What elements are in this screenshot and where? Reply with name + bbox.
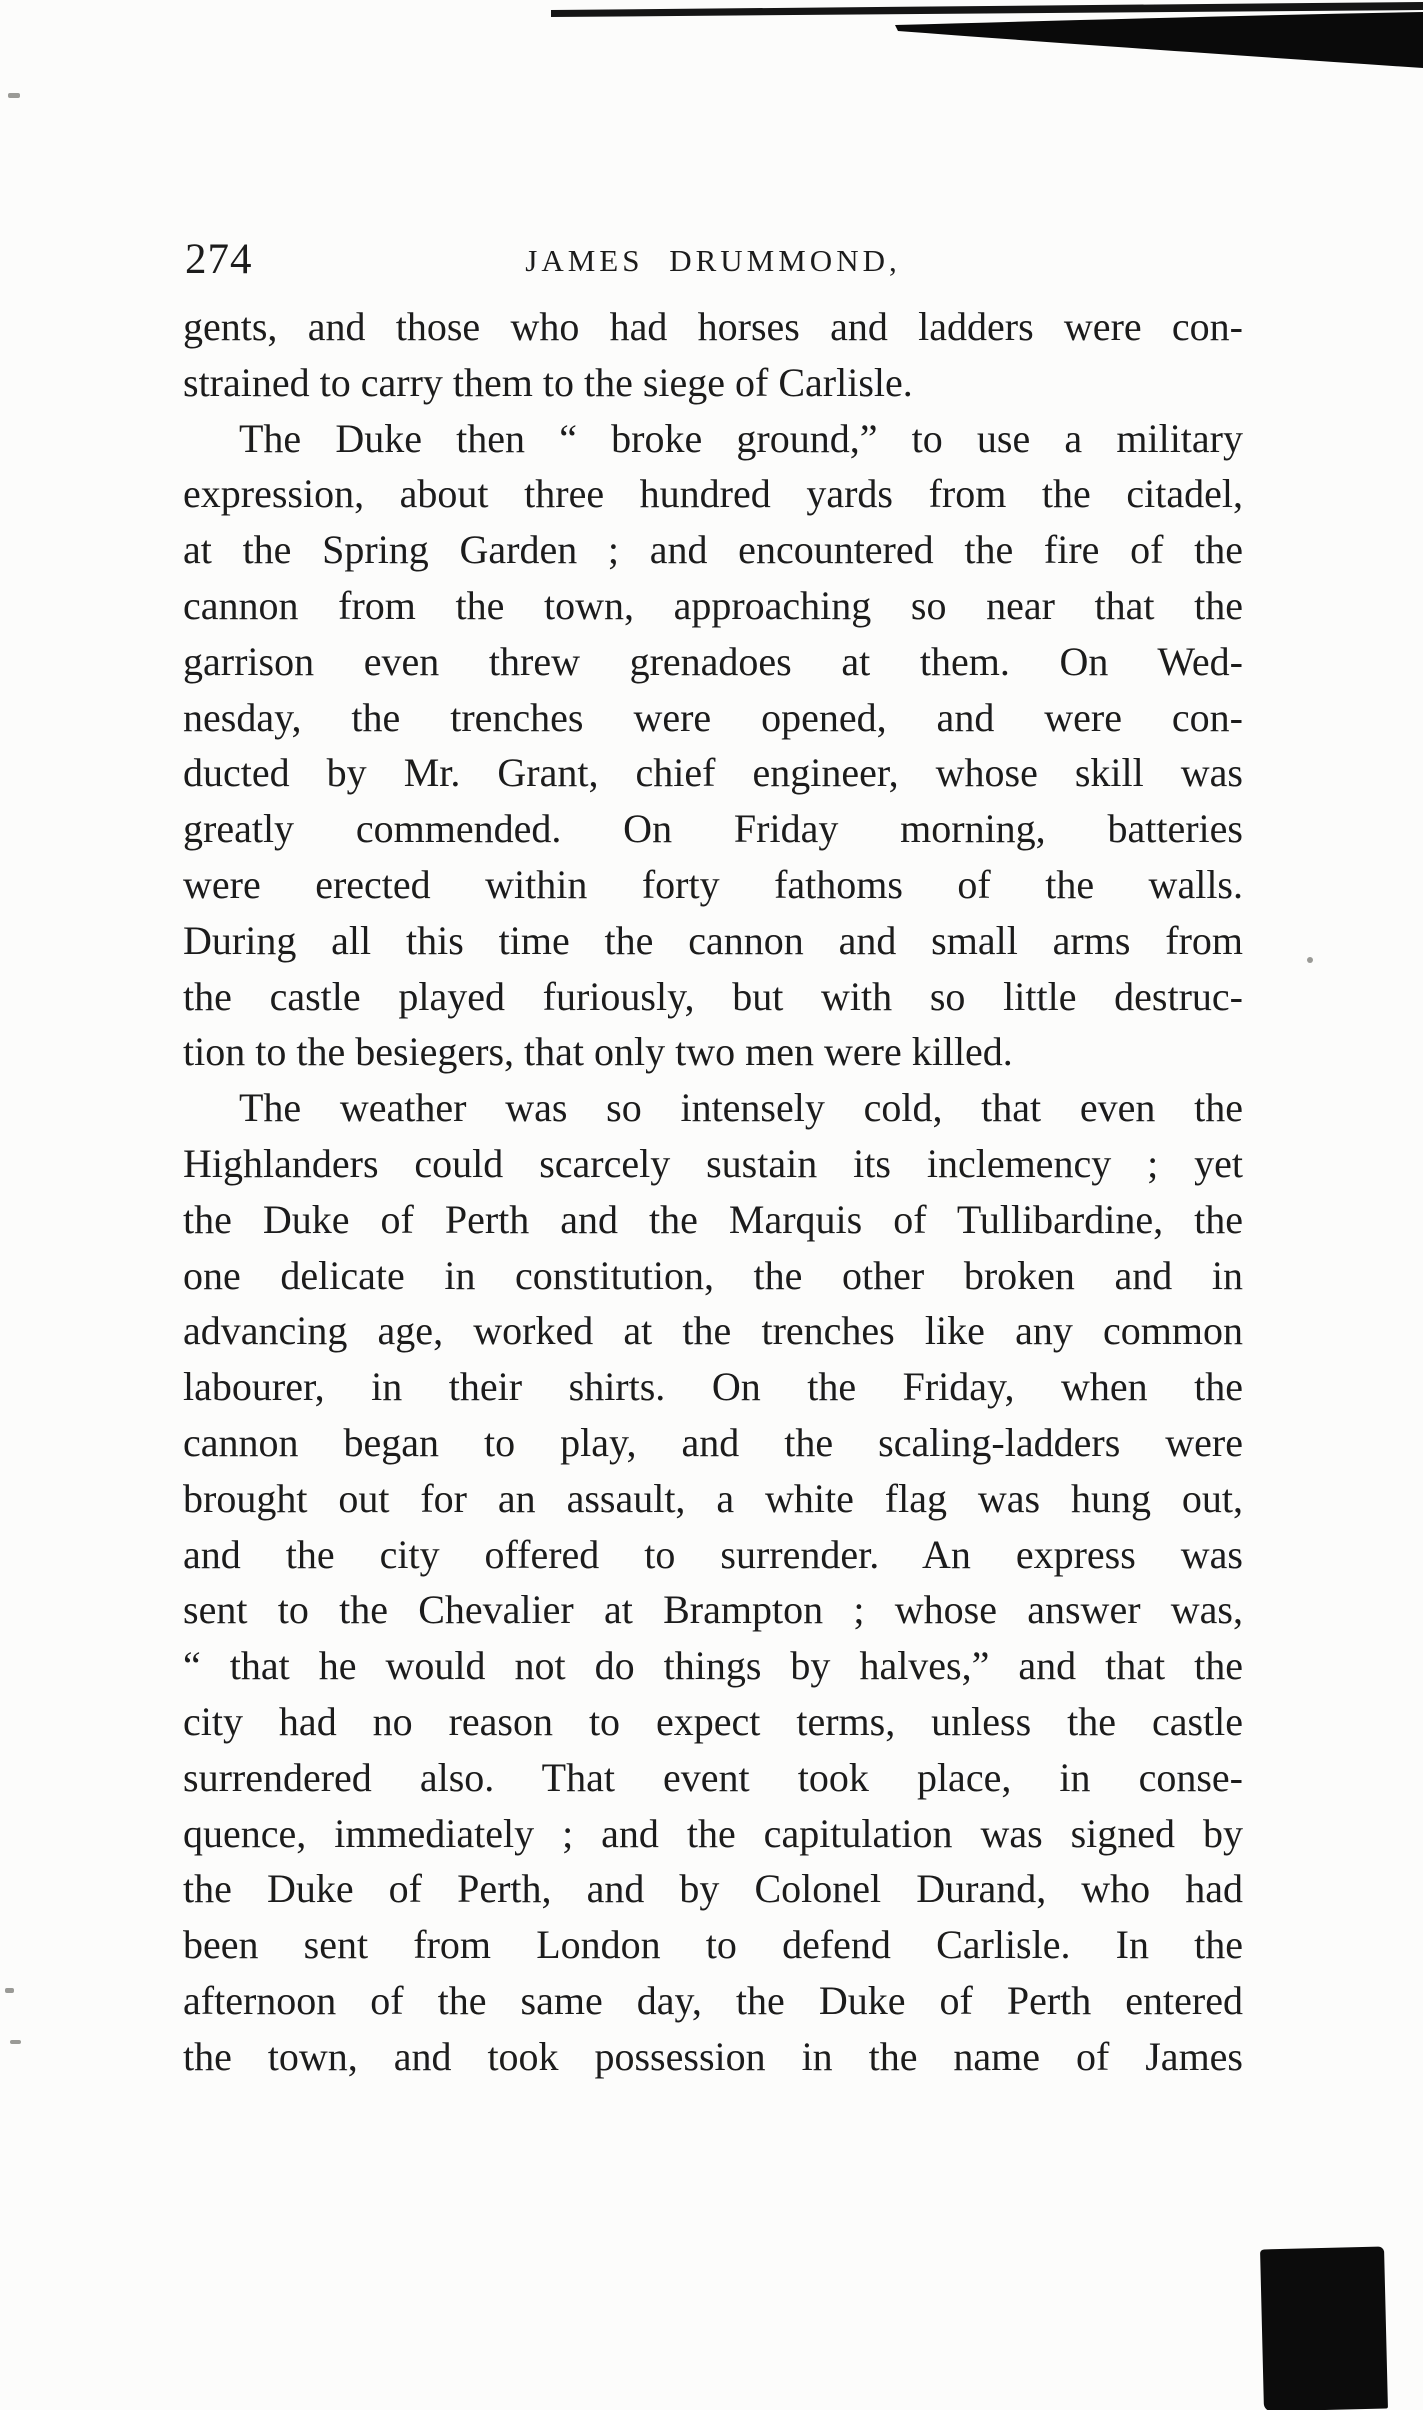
text-line: the Duke of Perth and the Marquis of Tullibardine, the bbox=[183, 1196, 1243, 1242]
text-line: strained to carry them to the siege of Carlisle. bbox=[183, 359, 913, 405]
text-line: During all this time the cannon and small arms from bbox=[183, 917, 1243, 963]
text-line: expression, about three hundred yards from the citadel, bbox=[183, 471, 1243, 517]
text-line: one delicate in constitution, the other broken and in bbox=[183, 1252, 1243, 1298]
text-line: surrendered also. That event took place, in conse- bbox=[183, 1754, 1243, 1800]
text-line: sent to the Chevalier at Brampton ; whose answer was, bbox=[183, 1587, 1243, 1633]
scan-blot-artifact bbox=[1260, 2247, 1388, 2410]
text-line: the Duke of Perth, and by Colonel Durand, who had bbox=[183, 1866, 1243, 1912]
text-line: “ that he would not do things by halves,” and that the bbox=[183, 1643, 1243, 1689]
text-line: at the Spring Garden ; and encountered the fire of the bbox=[183, 527, 1243, 573]
text-body bbox=[183, 299, 1243, 2085]
text-line: nesday, the trenches were opened, and were con- bbox=[183, 694, 1243, 740]
scan-speck bbox=[1307, 957, 1313, 963]
text-line: the castle played furiously, but with so little destruc- bbox=[183, 973, 1243, 1019]
text-line: quence, immediately ; and the capitulation was signed by bbox=[183, 1810, 1243, 1856]
scan-speck bbox=[5, 1988, 14, 1993]
running-header: JAMES DRUMMOND, bbox=[525, 243, 901, 278]
text-line: cannon began to play, and the scaling-ladders were bbox=[183, 1419, 1243, 1465]
text-line: garrison even threw grenadoes at them. On Wed- bbox=[183, 638, 1243, 684]
text-line: gents, and those who had horses and ladders were con- bbox=[183, 304, 1243, 349]
text-line: labourer, in their shirts. On the Friday, when the bbox=[183, 1364, 1243, 1410]
page-number: 274 bbox=[185, 236, 253, 283]
page-curl-artifact bbox=[0, 0, 1423, 92]
text-line: The Duke then “ broke ground,” to use a military bbox=[239, 415, 1243, 461]
text-line: afternoon of the same day, the Duke of Perth entered bbox=[183, 1977, 1243, 2023]
text-line: the town, and took possession in the name of James bbox=[183, 2033, 1243, 2079]
text-line: cannon from the town, approaching so near that the bbox=[183, 582, 1243, 628]
text-line: Highlanders could scarcely sustain its inclemency ; yet bbox=[183, 1140, 1243, 1186]
page-header bbox=[183, 238, 1243, 290]
text-line: city had no reason to expect terms, unless the castle bbox=[183, 1698, 1243, 1744]
text-line: advancing age, worked at the trenches like any common bbox=[183, 1308, 1243, 1354]
text-line: been sent from London to defend Carlisle. In the bbox=[183, 1922, 1243, 1968]
text-line: tion to the besiegers, that only two men were killed. bbox=[183, 1029, 1013, 1075]
text-line: brought out for an assault, a white flag was hung out, bbox=[183, 1475, 1243, 1521]
text-line: and the city offered to surrender. An express was bbox=[183, 1531, 1243, 1577]
text-line: The weather was so intensely cold, that even the bbox=[239, 1085, 1243, 1131]
scan-speck bbox=[10, 2040, 21, 2044]
text-line: ducted by Mr. Grant, chief engineer, whose skill was bbox=[183, 750, 1243, 796]
text-line: were erected within forty fathoms of the walls. bbox=[183, 861, 1243, 907]
scan-speck bbox=[8, 93, 20, 98]
text-line: greatly commended. On Friday morning, batteries bbox=[183, 806, 1243, 852]
